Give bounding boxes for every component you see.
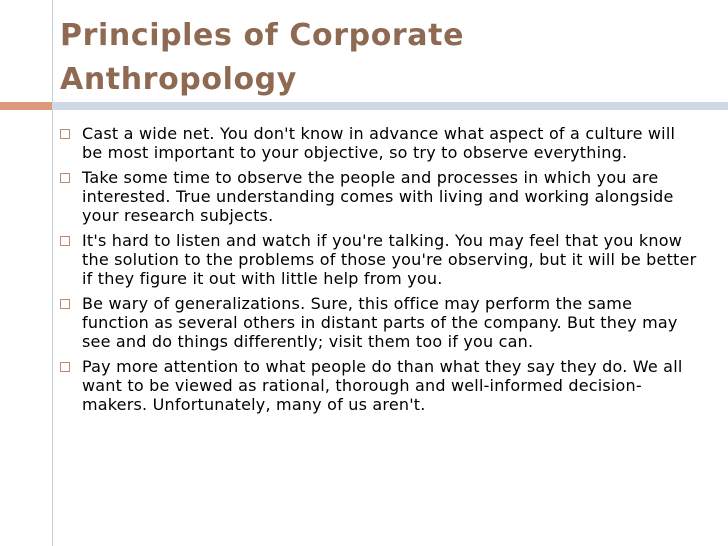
bullet-item [58, 357, 698, 414]
bullet-item [58, 124, 698, 162]
bullet-list [58, 124, 698, 420]
hollow-square-icon [60, 362, 70, 372]
bullet-text: Cast a wide net. You don't know in advance what aspect of a culture will be most important to your objective, so try to observe everything. [82, 124, 676, 162]
bullet-item [58, 231, 698, 288]
slide-title: Principles of Corporate Anthropology [60, 18, 465, 97]
hollow-square-icon [60, 299, 70, 309]
hollow-square-icon [60, 129, 70, 139]
title-rule [52, 102, 728, 110]
bullet-item [58, 168, 698, 225]
bullet-text: It's hard to listen and watch if you're talking. You may feel that you know the solution to the problems of those you're observing, but it will be better if they figure it out with little help from you. [82, 231, 697, 288]
hollow-square-icon [60, 173, 70, 183]
vertical-divider [52, 0, 53, 546]
bullet-item [58, 294, 698, 351]
title-rule-accent [0, 102, 52, 110]
bullet-text: Take some time to observe the people and processes in which you are interested. True understanding comes with living and working alongside your research subjects. [82, 168, 674, 225]
hollow-square-icon [60, 236, 70, 246]
bullet-text: Pay more attention to what people do than what they say they do. We all want to be viewed as rational, thorough and well-informed decision-makers. Unfortunately, many of us aren't. [82, 357, 683, 414]
bullet-text: Be wary of generalizations. Sure, this office may perform the same function as several others in distant parts of the company. But they may see and do things differently; visit them too if you can. [82, 294, 678, 351]
